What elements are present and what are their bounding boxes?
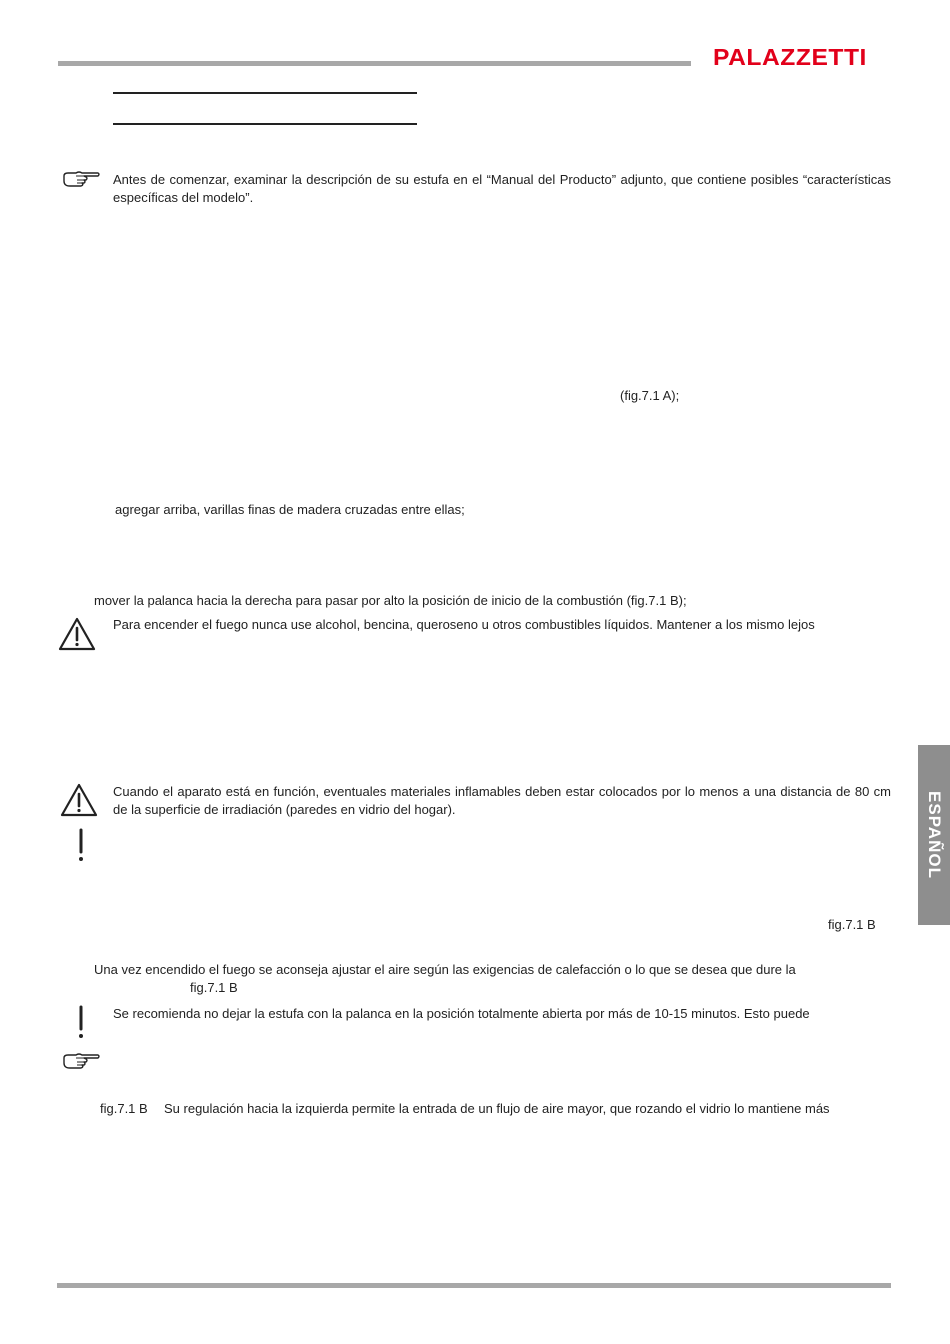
lever-warning-text: Se recomienda no dejar la estufa con la palanca en la posición totalmente abierta por más de 10-15 minutos. Esto puede bbox=[113, 1006, 810, 1021]
step-lever-text: mover la palanca hacia la derecha para pasar por alto la posición de inicio de la combustión (fig.7.1 B); bbox=[94, 593, 687, 608]
language-tab-label: ESPAÑOL bbox=[925, 791, 944, 879]
regulation-reference: fig.7.1 B bbox=[100, 1101, 148, 1116]
warning-triangle-icon bbox=[60, 783, 98, 817]
intro-paragraph: Antes de comenzar, examinar la descripción de su estufa en el “Manual del Producto” adjunto, que contiene posibles “características específicas del modelo”. bbox=[113, 172, 891, 205]
warning-triangle-icon bbox=[58, 617, 96, 651]
warning-distance-text: Cuando el aparato está en función, eventuales materiales inflamables deben estar colocados por lo menos a una distancia de 80 cm de la superficie de irradiación (paredes en vidrio del hogar). bbox=[113, 784, 891, 817]
heading-rule-2 bbox=[113, 123, 417, 125]
language-tab bbox=[918, 745, 950, 925]
exclamation-icon bbox=[76, 828, 86, 862]
pointing-hand-icon bbox=[62, 1052, 102, 1072]
warning-fuel-text: Para encender el fuego nunca use alcohol, bencina, queroseno u otros combustibles líquidos. Mantener a los mismo lejos bbox=[113, 617, 815, 632]
fig-a-reference: (fig.7.1 A); bbox=[620, 388, 680, 403]
brand-logo: PALAZZETTI bbox=[713, 44, 867, 70]
step-wood-text: agregar arriba, varillas finas de madera cruzadas entre ellas; bbox=[115, 502, 465, 517]
air-adjust-text: Una vez encendido el fuego se aconseja ajustar el aire según las exigencias de calefacción o lo que se desea que dure la bbox=[94, 962, 796, 977]
header-rule bbox=[58, 61, 691, 66]
footer-rule bbox=[57, 1283, 891, 1288]
pointing-hand-icon bbox=[62, 170, 102, 190]
air-adjust-reference: fig.7.1 B bbox=[190, 980, 238, 995]
regulation-text: Su regulación hacia la izquierda permite la entrada de un flujo de aire mayor, que rozando el vidrio lo mantiene más bbox=[164, 1101, 830, 1116]
heading-rule-1 bbox=[113, 92, 417, 94]
exclamation-icon bbox=[76, 1005, 86, 1039]
fig-b-caption: fig.7.1 B bbox=[828, 917, 876, 932]
